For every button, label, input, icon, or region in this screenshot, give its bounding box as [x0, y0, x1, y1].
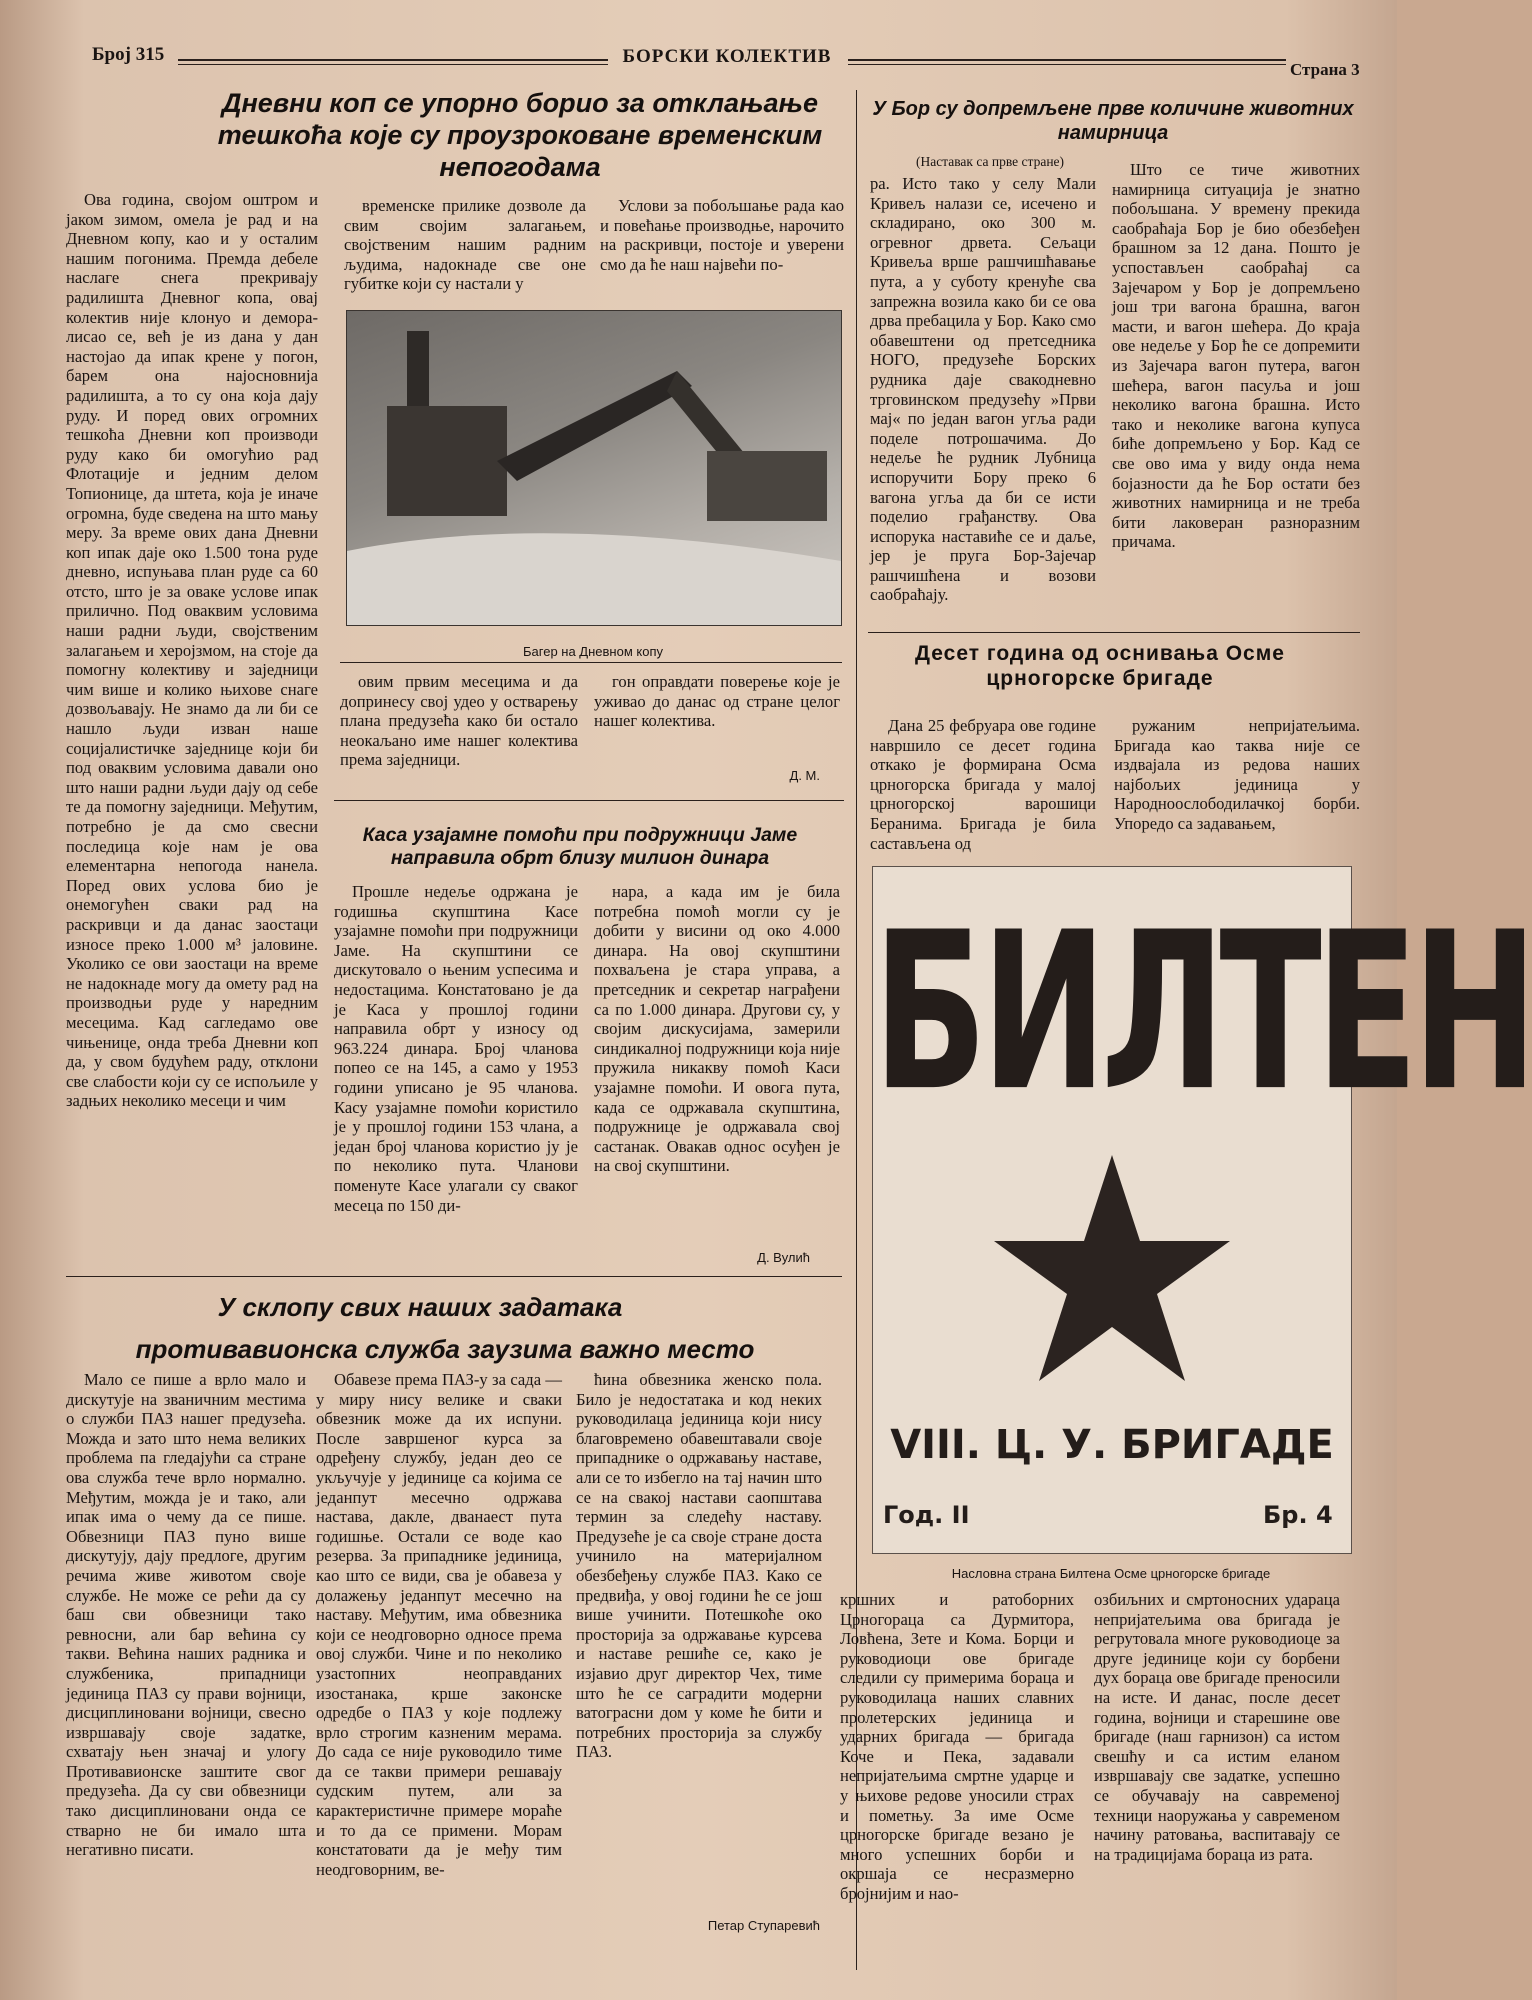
- article1-headline: Дневни коп се упорно борио за отклањање тешкоћа које су проузроковане временским непогодама: [217, 88, 823, 182]
- article2-column1: Прошле недеље одржана је годишња скупштина Касе узајамне помоћи при подружници Јаме. На скупштини се дискутовало о њеним успесима и недостацима. Констатовано је да је Каса у прошлој години направила обрт у износу од 963.224 динара. Број чланова попео се на 145, а само у 1953 години уписано је 95 чланова. Касу узајамне помоћи користило је у прошлој години 153 члана, а један број чланова користио ју је по неколико пута. Чланови поменуте Касе улагали су сваког месеца по 150 ди-: [334, 882, 578, 1215]
- bulletin-cover-image: [872, 866, 1532, 1554]
- article3-headline-line1: У склопу свих наших задатака: [217, 1292, 623, 1322]
- article3-column1: Мало се пише а врло мало и дискутује на званичним местима о служби ПАЗ нашег предузећа. Можда и зато што нема великих проблема па гледајући са стране ова служба тече врло нормално. Међутим, можда је и тако, али ипак има о чему да се пише. Обвезници ПАЗ пуно више дискутују, дају предлоге, другим речима живе животом своје службе. Не може се рећи да су баш сви обвезници тако ревносни, али бар већина су такви. Већина наших радника и службеника, припадници јединица ПАЗ су прави војници, дисциплиновани војници, свесно извршавају своје задатке, схватају њен значај и улогу Противавионске заштите свог предузећа. Да су сви обвезници тако дисциплиновани онда се стварно не би имало шта негативно писати.: [66, 1370, 306, 1860]
- article1-column3-bottom: гон оправдати поверење које је уживао до данас од стране целог нашег колектива.: [594, 672, 840, 731]
- excavator-illustration: [347, 311, 841, 625]
- article5-column1-bottom: кршних и ратоборних Црногораца са Дурмитора, Ловћена, Зете и Кома. Борци и руководиоци ове бригаде следили су примерима бораца и руководилаца наших славних пролетерских јединица и ударних бригада — бригада Коче и Пека, задавали непријатељима смртне ударце и у њихове редове уносили страх и пометњу. За име Осме црногорске бригаде везано је много успешних борби и окршаја се несразмерно бројнијим и нао-: [840, 1590, 1074, 1903]
- article2-signature: Д. Вулић: [757, 1250, 810, 1265]
- photo-caption: Багер на Дневном копу: [523, 644, 663, 659]
- article5-headline: Десет година од оснивања Осме црногорске бригаде: [915, 642, 1285, 690]
- article4-column2: Што се тиче животних намирница ситуација је знатно побољшана. У времену прекида саобраћаја Бор је био обезбеђен брашном за 12 дана. Пошто је успостављен саобраћај са Зајечаром у Бор је допремљено још три вагона брашна, вагон масти, и вагон шећера. До краја ове недеље у Бор ће се допремити из Зајечара вагон путера, вагон шећера, вагон пасуља и још неколико вагона брашна. Исто тако и неколике вагона купуса биће допремљено у Бор. Кад се све ово има у виду онда нема бојазности да ће Бор остати без животних намирница и не треба бити лаковеран разноразним причама.: [1112, 160, 1360, 552]
- article5-top-rule: [868, 632, 1360, 633]
- article3-column2: Обавезе према ПАЗ-у за сада — у миру нису велике и сваки обвезник може да их испуни. После завршеног курса за одређену службу, један део се укључује у јединице са којима се једанпут месечно одржава настава, дакле, дванаест пута годишње. Остали се воде као резерва. За припаднике јединица, као што се види, сва је обавеза у долажењу једанпут месечно на наставу. Међутим, има обвезника који се неодговорно односе према овој служби. Чине и по неколико узастопних неоправданих изостанака, крше законске одредбе о ПАЗ у које подлежу врло строгим казненим мерама. До сада се није руководило тиме да се такви примери решавају судским путем, али за карактеристичне примере мораће и то да се примени. Морам констатовати да је међу тим неодговорним, ве-: [316, 1370, 562, 1879]
- header-rule-left-2: [178, 64, 608, 65]
- bulletin-subtitle: VIII. Ц. У. БРИГАДЕ: [890, 1422, 1334, 1468]
- article1-column1: Ова година, својом оштром и јаком зимом, омела је рад и на Дневном копу, као и у осталим нашим погонима. Премда дебеле наслаге снега прекривају радилишта Дневног копа, овај колектив није клонуо и деморалисао се, већ је из дана у дан настојао да ипак крене у погон, барем она најосновнија радилишта, а то су она која дају руду. И поред ових огромних тешкоћа Дневни коп производи руду како би омогућио рад Флотације и једним делом Топионице, да штета, која је иначе огромна, буде сведена на што мању меру. За време ових дана Дневни коп ипак даје око 1.500 тона руде дневно, испуњава план руде са 60 отсто, што је за оваке услове ипак прилично. Под оваквим условима наши радни људи, својственим залагањем и херојзмом, на стоје да помогну колективу и заједници чим више и колико њихове снаге дозвољавају. Не знамо да ли би се нашло људи изван наше социјалистичке заједнице који би под оваквим условима давали оно што наши радни људи дају од себе те да помогну заједници. Међутим, потребно је да смо свесни последица које нам је ова елементарна непогода нанела. Поред ових услова био је онемогућен сваки рад на раскривци и да данас заостаци износе преко 1.000 м³ јаловине. Уколико се ови заостаци на време не надокнаде могу да омету рад на производњи руде у наредним месецима. Кад сагледамо ове чињенице, онда треба Дневни коп да, у свом будућем раду, отклони све слабости који су се испољиле у задњих неколико месеци и чим: [66, 190, 318, 1111]
- article3-column3: ћина обвезника женско пола. Било је недостатака и код неких руководилаца јединица који нису благовремено обавештавали своје припаднике о одржавању наставе, али се то избегло на тај начин што се на свакој настави саопштава термин за следећу наставу. Предузеће је са своје стране доста учинило на материјалном обезбеђењу службе ПАЗ. Како се предвиђа, у овој години ће се још више учинити. Потешкоће око просторија за одржавање курсева и наставе решиће се, како је изјавио друг директор Чех, тиме што ће се саградити модерни ватограсни дом у коме ће бити и потребних просторија за службу ПАЗ.: [576, 1370, 822, 1762]
- article2-headline: Каса узајамне помоћи при подружници Јаме направила обрт близу милион динара: [362, 824, 798, 869]
- masthead: БОРСКИ КОЛЕКТИВ: [622, 46, 832, 67]
- article5-column1-top: Дана 25 фебруара ове године навршило се десет година откако је формирана Осма црногорска бригада у малој црногорској варошици Беранима. Бригада је била састављена од: [870, 716, 1096, 853]
- article1-column2-top: временске прилике дозволе да свим својим залагањем, својственим нашим радним људима, надокнаде све оне губитке који су настали у: [344, 196, 586, 294]
- red-star-icon: [992, 1155, 1232, 1385]
- article3-signature: Петар Ступаревић: [707, 1918, 820, 1933]
- bulletin-caption: Насловна страна Билтена Осме црногорске бригаде: [951, 1566, 1271, 1581]
- header-rule-left: [178, 59, 608, 61]
- article2-top-rule: [334, 800, 844, 801]
- article5-column2-bottom: озбиљних и смртоносних удараца непријатељима ова бригада је регрутовала многе руководиоце за друге јединице који су борбени дух бораца ове бригаде преносили на исте. И данас, после десет година, војници и старешине ове бригаде (наш гарнизон) са истом свешћу и са истим еланом извршавају све задатке, успешно се обучавају на савременој техници наоружања у савременом начину ратовања, васпитавају се на традицијама бораца из рата.: [1094, 1590, 1340, 1864]
- article1-column3-top: Услови за побољшање рада као и повећање производње, нарочито на раскривци, постоје и уверени смо да ће наш највећи по-: [600, 196, 844, 274]
- bulletin-year: Год. II: [883, 1501, 970, 1529]
- page-number: Страна 3: [1290, 60, 1360, 79]
- article4-headline: У Бор су допремљене прве количине животних намирница: [872, 98, 1354, 144]
- article4-column1: ра. Исто тако у селу Мали Кривељ налази се, исечено и складирано, око 300 м. огревног дрвета. Сељаци Кривеља врше рашчишћавање пута, а у суботу кренуће сва запрежна возила како би се ова дрва пребацила у Бор. Како смо обавештени од претседника НОГО, предузеће Борских рудника даје свакодневно трговинском предузећу »Први мај« по један вагон угља ради поделе потрошачима. До недеље ће рудник Лубница испоручити Бору преко 6 вагона угља да би се исти поделио грађанству. Ова испорука наставиће се и даље, јер је пруга Бор-Зајечар рашчишћена и возови саобраћају.: [870, 174, 1096, 605]
- article1-signature: Д. М.: [789, 768, 820, 783]
- article1-column2-bottom: овим првим месецима и да допринесу свој удео у остварењу плана предузећа како би остало неокаљано име нашег колектива према заједници.: [340, 672, 578, 770]
- article3-top-rule: [66, 1276, 842, 1277]
- issue-number: Број 315: [92, 44, 165, 65]
- article3-headline-line2: противавионска служба заузима важно место: [135, 1334, 755, 1364]
- header-rule-right: [848, 59, 1286, 61]
- bulletin-number: Бр. 4: [1263, 1501, 1333, 1529]
- article5-column2-top: ружаним непријатељима. Бригада као таква није се издвајала из редова наших најбољих јединица у Народноослободилачкој борби. Упоредо са задавањем,: [1114, 716, 1360, 833]
- header-rule-right-2: [848, 64, 1286, 65]
- excavator-photo: [346, 310, 842, 626]
- bulletin-title: БИЛТЕН: [873, 887, 1532, 1140]
- article4-continued: (Наставак са прве стране): [915, 154, 1065, 169]
- article2-column2: нара, а када им је била потребна помоћ могли су је добити у висини од око 4.000 динара. На овој скупштини похваљена је стара управа, а претседник и секретар награђени са по 1.000 динара. Другови су, у својим дискусијама, замерили синдикалној подружници која није пружила никакву помоћ Каси узајамне помоћи. И овога пута, када се одржавала скупштина, подружнице је одржавала свој састанак. Овакав однос осуђен је на свој скупштини.: [594, 882, 840, 1176]
- article1-divider: [340, 662, 842, 663]
